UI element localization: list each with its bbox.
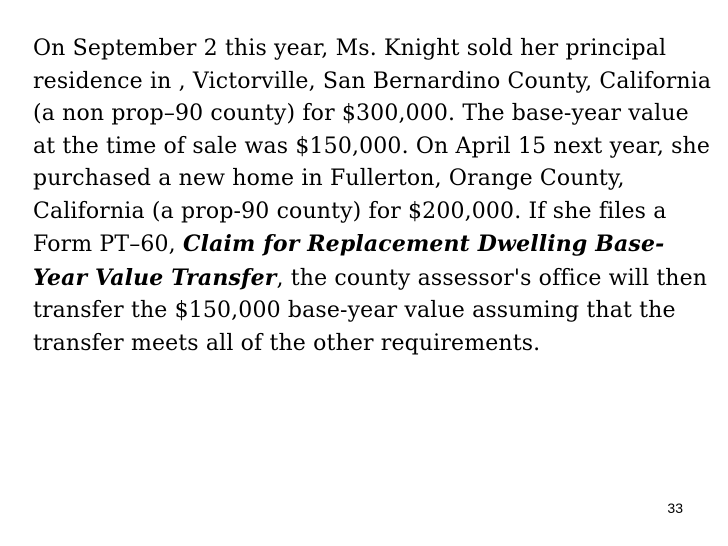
paragraph-text-before: On September 2 this year, Ms. Knight sold her principal residence in , Victorville, San Bernardino County, California (a non prop–90 county) for $300,000. The base-year value at the time of sale was $150,000. On April 15 next year, she purchased a new home in Fullerton, Orange County, California (a prop-90 county) for $200,000. If she files a Form PT–60,: [33, 36, 712, 257]
paragraph-text-after: , the county assessor's office will then transfer the $150,000 base-year value assuming that the transfer meets all of the other requirements.: [33, 265, 708, 356]
page-number: 33: [667, 500, 683, 516]
form-title: Claim for Replacement Dwelling Base-Year Value Transfer: [33, 231, 665, 291]
body-paragraph: [33, 33, 713, 360]
